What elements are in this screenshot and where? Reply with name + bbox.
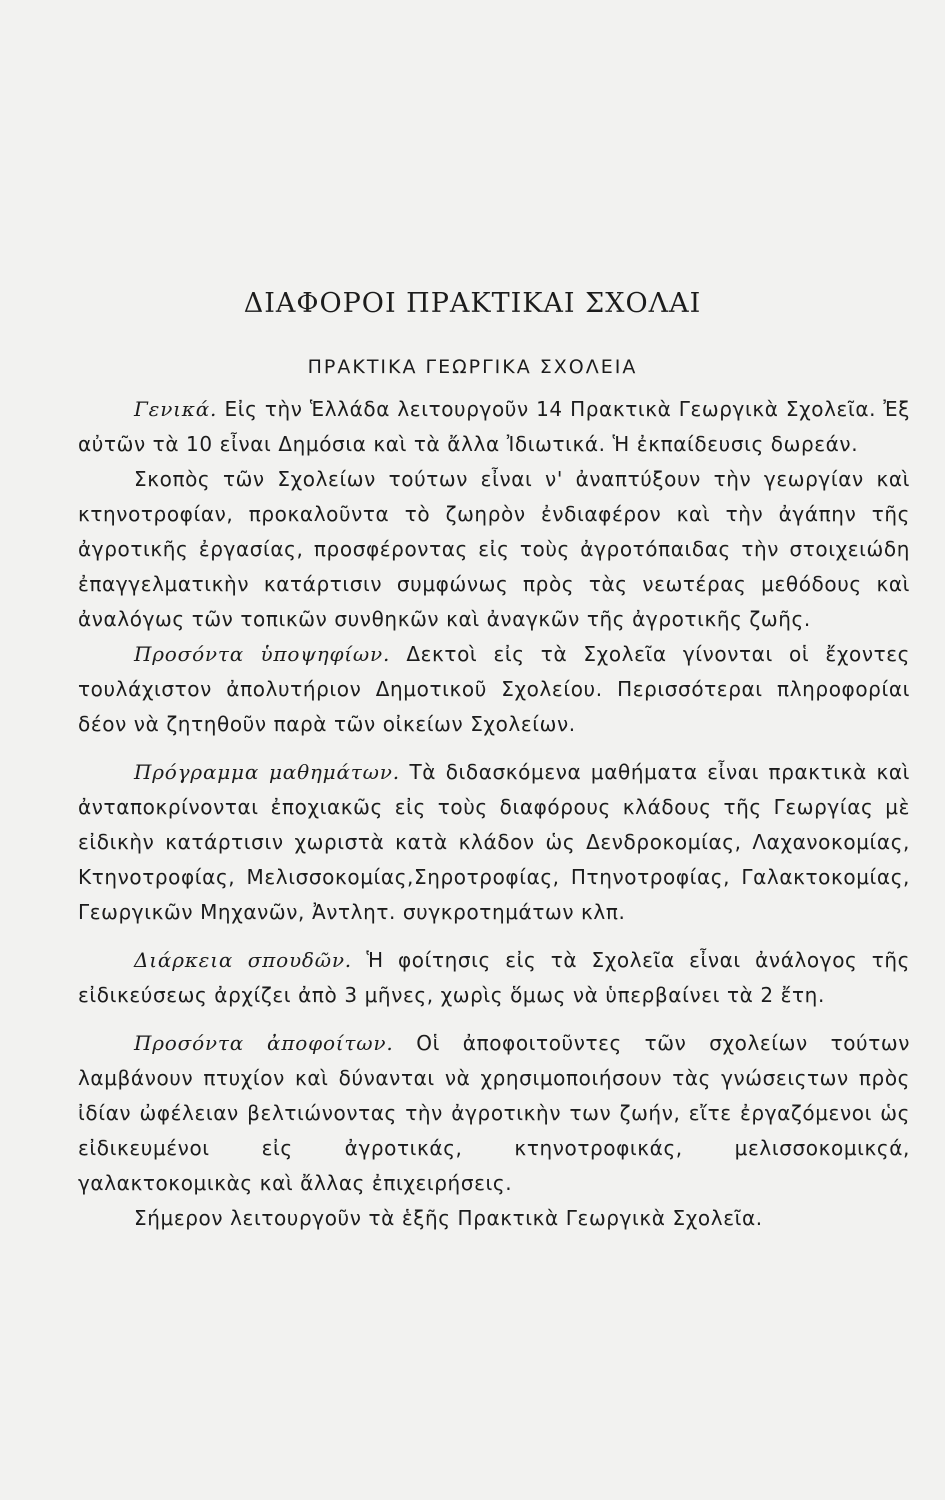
body-text (78, 392, 910, 1236)
paragraph-text: Σκοπὸς τῶν Σχολείων τούτων εἶναι ν' ἀναπτύξουν τὴν γεωργίαν καὶ κτηνοτροφίαν, προκαλοῦντα τὸ ζωηρὸν ἐνδιαφέρον καὶ τὴν ἀγάπην τῆς ἀγροτικῆς ἐργασίας, προσφέροντας εἰς τοὺς ἀγροτόπαιδας τὴν στοιχειώδη ἐπαγγελματικὴν κατάρτισιν συμφώνως πρὸς τὰς νεωτέρας μεθόδους καὶ ἀναλόγως τῶν τοπικῶν συνθηκῶν καὶ ἀναγκῶν τῆς ἀγροτικῆς ζωῆς. (78, 467, 910, 631)
paragraph-text: Εἰς τὴν Ἑλλάδα λειτουργοῦν 14 Πρακτικὰ Γεωργικὰ Σχολεῖα. Ἐξ αὐτῶν τὰ 10 εἶναι Δημόσια καὶ τὰ ἄλλα Ἰδιωτικά. Ἡ ἐκπαίδευσις δωρεάν. (78, 397, 910, 456)
paragraph-text: Ἡ φοίτησις εἰς τὰ Σχολεῖα εἶναι ἀνάλογος τῆς εἰδικεύσεως ἀρχίζει ἀπὸ 3 μῆνες, χωρὶς ὅμως νὰ ὑπερβαίνει τὰ 2 ἔτη. (78, 948, 910, 1007)
paragraph-duration (78, 943, 910, 1013)
paragraph-text: Οἱ ἀποφοιτοῦντες τῶν σχολείων τούτων λαμβάνουν πτυχίον καὶ δύνανται νὰ χρησιμοποιήσουν τὰς γνώσειςτων πρὸς ἰδίαν ὠφέλειαν βελτιώνοντας τὴν ἀγροτικὴν των ζωήν, εἴτε ἐργαζόμενοι ὡς εἰδικευμένοι εἰς ἀγροτικάς, κτηνοτροφικάς, μελισσοκομικςά, γαλακτοκομικὰς καὶ ἄλλας ἐπιχειρήσεις. (78, 1031, 910, 1195)
paragraph-text: Σήμερον λειτουργοῦν τὰ ἑξῆς Πρακτικὰ Γεωργικὰ Σχολεῖα. (134, 1206, 763, 1230)
paragraph-lead: Γενικά. (134, 397, 218, 421)
paragraph-qualifications (78, 637, 910, 742)
paragraph-graduates (78, 1026, 910, 1201)
section-subtitle: ΠΡΑΚΤΙΚΑ ΓΕΩΡΓΙΚΑ ΣΧΟΛΕΙΑ (307, 356, 638, 378)
paragraph-text: Δεκτοὶ εἰς τὰ Σχολεῖα γίνονται οἱ ἔχοντες τουλάχιστον ἀπολυτήριον Δημοτικοῦ Σχολείου. Περισσότεραι πληροφορίαι δέον νὰ ζητηθοῦν παρὰ τῶν οἰκείων Σχολείων. (78, 642, 910, 736)
paragraph-lead: Προσόντα ὑποψηφίων. (134, 642, 391, 666)
paragraph-curriculum (78, 755, 910, 930)
paragraph-lead: Πρόγραμμα μαθημάτων. (134, 760, 400, 784)
paragraph-today (78, 1201, 910, 1236)
paragraph-purpose (78, 462, 910, 637)
paragraph-text: Τὰ διδασκόμενα μαθήματα εἶναι πρακτικὰ καὶ ἀνταποκρίνονται ἐποχιακῶς εἰς τοὺς διαφόρους κλάδους τῆς Γεωργίας μὲ εἰδικὴν κατάρτισιν χωριστὰ κατὰ κλάδον ὡς Δενδροκομίας, Λαχανοκομίας, Κτηνοτροφίας, Μελισσοκομίας,Σηροτροφίας, Πτηνοτροφίας, Γαλακτοκομίας, Γεωργικῶν Μηχανῶν, Ἀντλητ. συγκροτημάτων κλπ. (78, 760, 910, 924)
page-title: ΔΙΑΦΟΡΟΙ ΠΡΑΚΤΙΚΑΙ ΣΧΟΛΑΙ (243, 288, 702, 319)
paragraph-lead: Προσόντα ἀποφοίτων. (134, 1031, 394, 1055)
paragraph-lead: Διάρκεια σπουδῶν. (134, 948, 352, 972)
paragraph-general (78, 392, 910, 462)
